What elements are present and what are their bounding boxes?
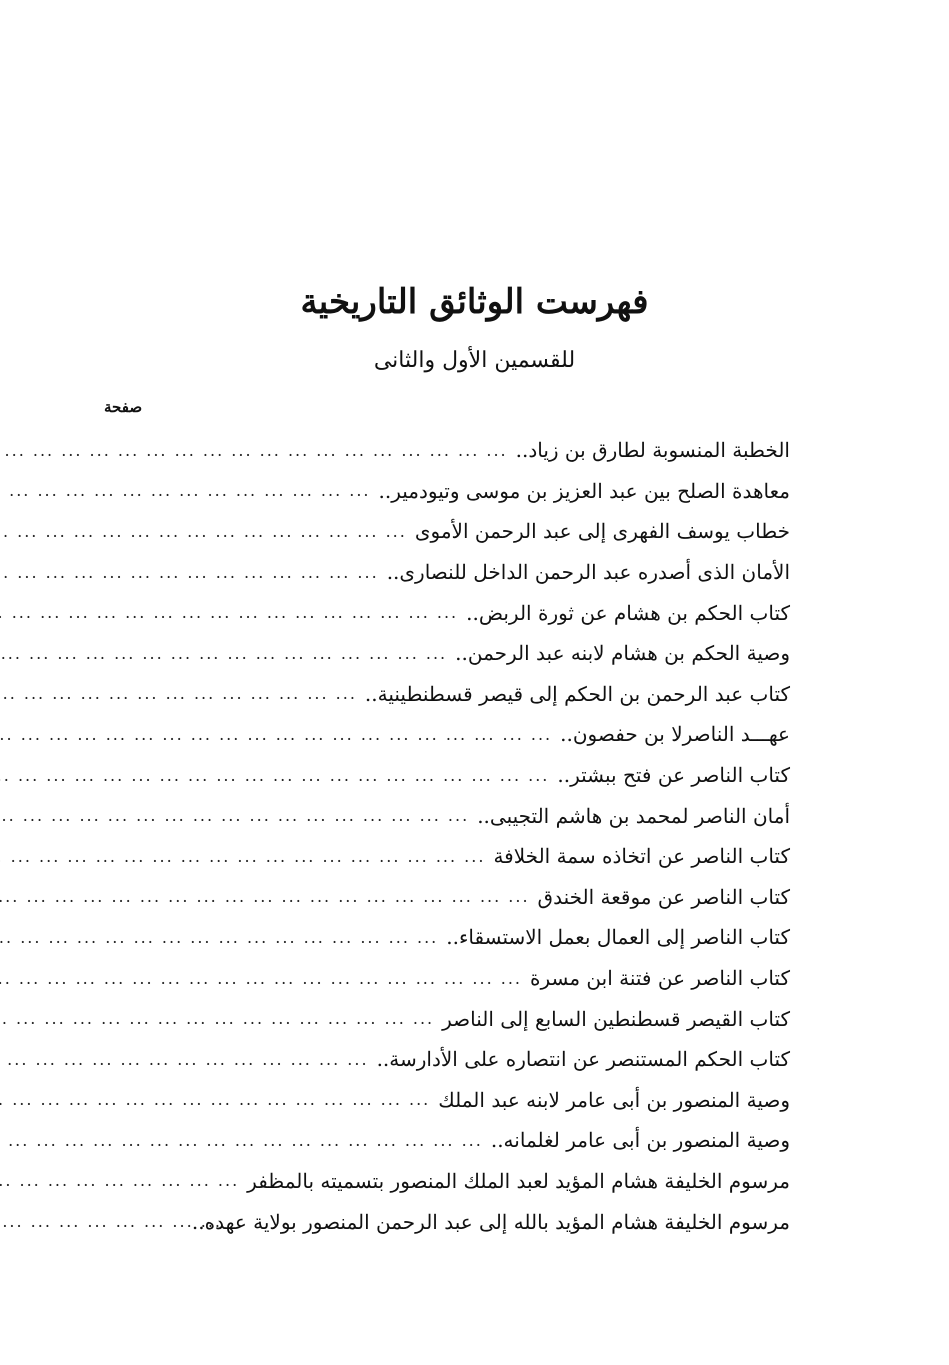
toc-entry: [104, 958, 790, 999]
toc-entry-title: كتاب الناصر عن فتنة ابن مسرة: [530, 966, 790, 991]
toc-entry-title: خطاب يوسف الفهرى إلى عبد الرحمن الأموى: [414, 519, 790, 544]
toc-entry: [104, 511, 790, 552]
dot-leader: [0, 441, 516, 460]
toc-entry-title: أمان الناصر لمحمد بن هاشم التجيبى..: [477, 803, 790, 828]
table-of-contents: [104, 430, 790, 1242]
toc-entry-title: كتاب الناصر عن اتخاذه سمة الخلافة: [493, 844, 790, 869]
toc-entry-title: معاهدة الصلح بين عبد العزيز بن موسى وتيودمير..: [378, 478, 790, 503]
dot-leader: [0, 1050, 377, 1069]
toc-entry-title: وصية المنصور بن أبى عامر لابنه عبد الملك: [438, 1087, 790, 1112]
dot-leader: [0, 563, 387, 582]
toc-entry-title: مرسوم الخليفة هشام المؤيد بالله إلى عبد الرحمن المنصور بولاية عهده..: [191, 1209, 790, 1234]
toc-entry-title: مرسوم الخليفة هشام المؤيد لعبد الملك المنصور بتسميته بالمظفر: [247, 1168, 790, 1193]
toc-entry-title: كتاب الحكم بن هشام عن ثورة الربض..: [466, 600, 790, 625]
dot-leader: [0, 644, 455, 663]
toc-entry-title: كتاب الحكم المستنصر عن انتصاره على الأدارسة..: [376, 1047, 790, 1072]
toc-entry: [104, 430, 790, 471]
dot-leader: [0, 1090, 438, 1109]
toc-entry: [104, 877, 790, 918]
toc-entry-title: الخطبة المنسوبة لطارق بن زياد..: [515, 438, 790, 463]
toc-entry-title: كتاب القيصر قسطنطين السابع إلى الناصر: [442, 1006, 790, 1031]
toc-entry: [104, 592, 790, 633]
dot-leader: [0, 887, 538, 906]
dot-leader: [0, 847, 493, 866]
dot-leader: [0, 806, 477, 825]
toc-entry: [104, 674, 790, 715]
dot-leader: [0, 969, 530, 988]
dot-leader: [0, 603, 466, 622]
toc-entry: [104, 1039, 790, 1080]
toc-entry: [104, 1080, 790, 1121]
dot-leader: [0, 684, 365, 703]
dot-leader: [0, 928, 446, 947]
toc-entry: [104, 1120, 790, 1161]
toc-entry: [104, 998, 790, 1039]
toc-entry-title: الأمان الذى أصدره عبد الرحمن الداخل للنصارى..: [386, 560, 790, 585]
toc-entry: [104, 755, 790, 796]
toc-entry: [104, 795, 790, 836]
page-title: فهرست الوثائق التاريخية: [300, 282, 649, 322]
dot-leader: [0, 481, 379, 500]
dot-leader: [0, 1131, 491, 1150]
toc-entry: [104, 836, 790, 877]
toc-entry: [104, 917, 790, 958]
page-column-label: صفحة: [104, 398, 143, 416]
toc-entry: [104, 714, 790, 755]
toc-entry: [104, 552, 790, 593]
toc-entry-title: وصية الحكم بن هشام لابنه عبد الرحمن..: [455, 641, 790, 666]
toc-entry: [104, 471, 790, 512]
toc-entry-title: وصية المنصور بن أبى عامر لغلمانه..: [490, 1128, 790, 1153]
dot-leader: [0, 766, 557, 785]
dot-leader: [0, 1009, 442, 1028]
toc-entry-title: كتاب الناصر عن فتح ببشتر..: [557, 763, 790, 788]
toc-entry-title: كتاب عبد الرحمن بن الحكم إلى قيصر قسطنطينية..: [364, 681, 790, 706]
dot-leader: [0, 725, 560, 744]
dot-leader: [0, 522, 415, 541]
toc-entry: [104, 1161, 790, 1202]
page-subtitle: للقسمين الأول والثانى: [373, 348, 576, 373]
toc-entry: [104, 1201, 790, 1242]
toc-entry-title: كتاب الناصر إلى العمال بعمل الاستسقاء..: [446, 925, 790, 950]
toc-entry-title: عهـــد الناصرلا بن حفصون..: [560, 722, 790, 747]
dot-leader: [0, 1212, 230, 1231]
toc-entry-title: كتاب الناصر عن موقعة الخندق: [537, 884, 790, 909]
dot-leader: [0, 1171, 247, 1190]
toc-entry: [104, 633, 790, 674]
